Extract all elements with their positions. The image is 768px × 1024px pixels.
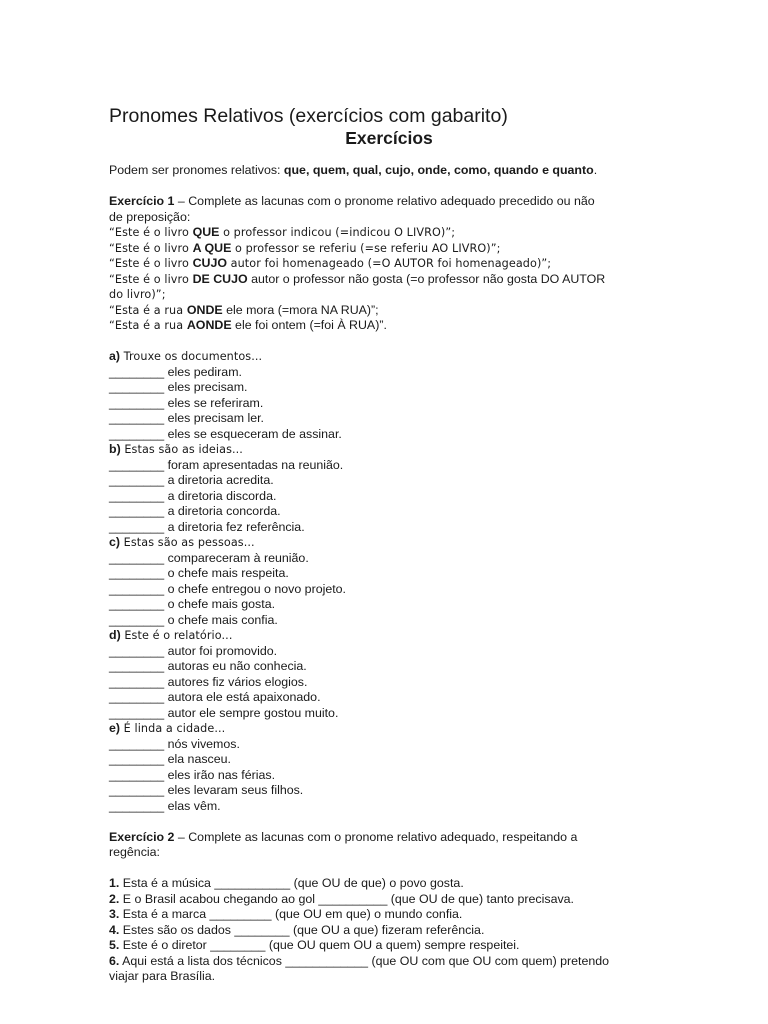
fill-in-line: [109, 706, 669, 722]
fill-in-text: autoras eu não conhecia.: [164, 659, 307, 673]
answer-blank: ________: [109, 752, 165, 766]
example-text: do livro)”;: [109, 288, 166, 301]
exercise-2-item: [109, 954, 669, 970]
fill-in-line: [109, 427, 669, 443]
example-pronoun: CUJO: [192, 256, 227, 270]
page-title: Pronomes Relativos (exercícios com gabarito): [109, 105, 508, 127]
item-number: 6.: [109, 953, 120, 968]
fill-in-text: nós vivemos.: [164, 736, 240, 751]
fill-in-line: [109, 458, 669, 474]
exercise-1-heading: Exercício 1 – Complete as lacunas com o pronome relativo adequado precedido ou não: [109, 194, 595, 208]
fill-in-text: autora ele está apaixonado.: [164, 690, 321, 704]
fill-in-text: autor ele sempre gostou muito.: [164, 705, 339, 720]
fill-in-line: [109, 411, 669, 427]
fill-in-line: [109, 396, 669, 412]
item-number: 1.: [109, 876, 120, 890]
section-lead-text: É linda a cidade...: [120, 722, 226, 735]
exercise-1-examples: [109, 225, 669, 334]
example-pronoun: QUE: [192, 225, 220, 239]
answer-blank: ________: [109, 504, 165, 518]
example-text: “Este é o livro: [109, 257, 193, 270]
fill-in-text: compareceram à reunião.: [164, 550, 309, 565]
example-text: “Este é o livro: [109, 226, 193, 239]
fill-in-line: [109, 799, 669, 815]
exercise-2-heading: Exercício 2 – Complete as lacunas com o pronome relativo adequado, respeitando a: [109, 829, 578, 844]
example-text: “Este é o livro: [109, 241, 193, 255]
fill-in-line: [109, 504, 669, 520]
answer-blank: ________: [109, 426, 165, 441]
answer-blank: ________: [109, 783, 165, 797]
example-line: [109, 303, 669, 319]
exercise-2-items: [109, 876, 669, 969]
item-text: E o Brasil acabou chegando ao gol __________ (que OU de que) tanto precisava.: [119, 891, 574, 906]
fill-in-line: [109, 783, 669, 799]
answer-blank: ________: [109, 395, 165, 410]
section-letter: e): [109, 721, 121, 735]
section-letter: b): [109, 442, 121, 456]
section-letter: d): [109, 628, 121, 642]
section-lead-text: Trouxe os documentos...: [120, 350, 263, 363]
section-lead: [109, 628, 669, 644]
item-text: Este é o diretor ________ (que OU quem OU a quem) sempre respeitei.: [119, 938, 520, 952]
example-pronoun: DE CUJO: [192, 271, 248, 286]
fill-in-text: ela nasceu.: [164, 752, 231, 766]
fill-in-text: autor foi promovido.: [164, 643, 278, 658]
exercise-2-heading-cont: regência:: [109, 845, 160, 859]
fill-in-text: eles irão nas férias.: [164, 767, 276, 782]
fill-in-text: o chefe mais confia.: [164, 612, 278, 627]
example-text: “Esta é a rua: [109, 319, 187, 332]
fill-in-line: [109, 489, 669, 505]
fill-in-line: [109, 365, 669, 381]
item-number: 5.: [109, 938, 120, 952]
answer-blank: ________: [109, 457, 165, 472]
answer-blank: ________: [109, 690, 165, 704]
example-text: autor foi homenageado (=O AUTOR foi homenageado)”;: [227, 257, 552, 270]
answer-blank: ________: [109, 597, 165, 611]
fill-in-text: foram apresentadas na reunião.: [164, 457, 344, 472]
fill-in-line: [109, 473, 669, 489]
fill-in-text: eles precisam.: [164, 380, 248, 394]
exercise-1-heading-cont: de preposição:: [109, 209, 191, 224]
section-letter: a): [109, 349, 121, 363]
answer-blank: ________: [109, 380, 165, 394]
fill-in-line: [109, 752, 669, 768]
example-line: [109, 241, 669, 257]
answer-blank: ________: [109, 612, 165, 627]
example-line: [109, 318, 669, 334]
page-subtitle: Exercícios: [345, 128, 433, 148]
answer-blank: ________: [109, 488, 165, 503]
fill-in-line: [109, 675, 669, 691]
fill-in-text: eles se esqueceram de assinar.: [164, 426, 342, 441]
exercise-2-last-line: viajar para Brasília.: [109, 969, 216, 983]
fill-in-text: a diretoria discorda.: [164, 488, 277, 503]
example-text: ele mora (=mora NA RUA)”;: [222, 302, 379, 317]
fill-in-line: [109, 380, 669, 396]
fill-in-text: a diretoria concorda.: [164, 504, 281, 518]
example-pronoun: ONDE: [186, 302, 223, 317]
example-text: “Este é o livro: [109, 272, 193, 286]
answer-blank: ________: [109, 659, 165, 673]
item-text: Esta é a marca _________ (que OU em que) o mundo confia.: [119, 907, 463, 921]
answer-blank: ________: [109, 736, 165, 751]
item-number: 4.: [109, 922, 120, 937]
fill-in-line: [109, 566, 669, 582]
answer-blank: ________: [109, 674, 165, 689]
fill-in-line: [109, 768, 669, 784]
fill-in-line: [109, 737, 669, 753]
example-text: autor o professor não gosta (=o professor não gosta DO AUTOR: [247, 271, 606, 286]
fill-in-text: o chefe mais gosta.: [164, 597, 276, 611]
fill-in-line: [109, 644, 669, 660]
section-letter: c): [109, 535, 121, 549]
fill-in-text: a diretoria fez referência.: [164, 519, 305, 534]
item-number: 3.: [109, 907, 120, 921]
fill-in-line: [109, 613, 669, 629]
fill-in-text: autores fiz vários elogios.: [164, 674, 308, 689]
example-line: [109, 272, 669, 288]
section-lead-text: Estas são as pessoas...: [120, 536, 255, 549]
section-lead: [109, 535, 669, 551]
example-pronoun: AONDE: [186, 318, 232, 332]
fill-in-text: eles pediram.: [164, 364, 242, 379]
section-lead: [109, 442, 669, 458]
fill-in-line: [109, 520, 669, 536]
section-lead: [109, 349, 669, 365]
fill-in-text: o chefe entregou o novo projeto.: [164, 581, 347, 596]
fill-in-line: [109, 597, 669, 613]
item-number: 2.: [109, 891, 120, 906]
example-line: [109, 287, 669, 303]
example-line: [109, 225, 669, 241]
fill-in-line: [109, 690, 669, 706]
example-pronoun: A QUE: [192, 240, 232, 255]
exercise-2-item: [109, 892, 669, 908]
answer-blank: ________: [109, 643, 165, 658]
fill-in-line: [109, 551, 669, 567]
fill-in-line: [109, 659, 669, 675]
answer-blank: ________: [109, 411, 165, 425]
answer-blank: ________: [109, 798, 165, 813]
example-line: [109, 256, 669, 272]
example-text: “Esta é a rua: [109, 303, 187, 317]
example-text: o professor se referiu (=se referiu AO LIVRO)”;: [231, 241, 501, 255]
exercise-2-item: [109, 938, 669, 954]
exercise-2-item: [109, 876, 669, 892]
exercise-2-item: [109, 923, 669, 939]
answer-blank: ________: [109, 767, 165, 782]
section-lead-text: Este é o relatório...: [120, 629, 233, 642]
exercise-2-item: [109, 907, 669, 923]
example-text: o professor indicou (=indicou O LIVRO)”;: [219, 226, 456, 239]
answer-blank: ________: [109, 550, 165, 565]
fill-in-line: [109, 582, 669, 598]
answer-blank: ________: [109, 581, 165, 596]
section-lead-text: Estas são as ideias...: [120, 443, 243, 456]
exercise-1-sections: [109, 349, 669, 814]
fill-in-text: elas vêm.: [164, 798, 221, 813]
answer-blank: ________: [109, 364, 165, 379]
fill-in-text: eles se referiram.: [164, 395, 264, 410]
fill-in-text: eles precisam ler.: [164, 411, 264, 425]
example-text: ele foi ontem (=foi À RUA)”.: [231, 318, 387, 332]
answer-blank: ________: [109, 705, 165, 720]
section-lead: [109, 721, 669, 737]
fill-in-text: a diretoria acredita.: [164, 473, 274, 487]
fill-in-text: eles levaram seus filhos.: [164, 783, 304, 797]
item-text: Estes são os dados ________ (que OU a que) fizeram referência.: [119, 922, 485, 937]
fill-in-text: o chefe mais respeita.: [164, 566, 289, 580]
answer-blank: ________: [109, 473, 165, 487]
answer-blank: ________: [109, 519, 165, 534]
item-text: Aqui está a lista dos técnicos ____________ (que OU com que OU com quem) pretendo: [119, 953, 610, 968]
document-page: [109, 104, 669, 985]
item-text: Esta é a música ___________ (que OU de que) o povo gosta.: [119, 876, 464, 890]
intro-paragraph: Podem ser pronomes relativos: que, quem, qual, cujo, onde, como, quando e quanto.: [109, 163, 598, 177]
answer-blank: ________: [109, 566, 165, 580]
